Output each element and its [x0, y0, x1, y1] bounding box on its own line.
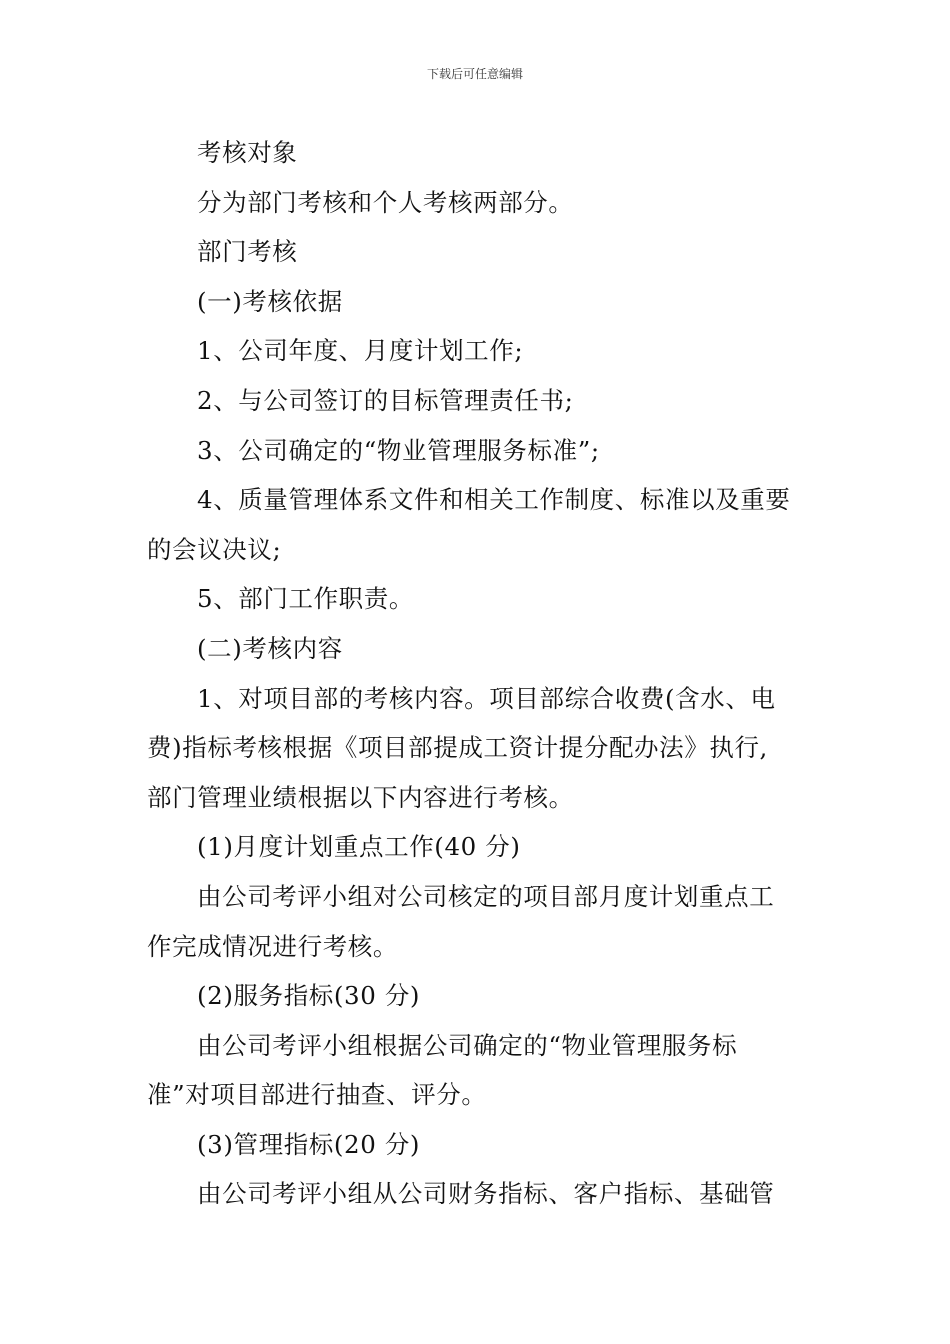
paragraph-line: 1、对项目部的考核内容。项目部综合收费(含水、电 — [197, 683, 776, 713]
paragraph-line: 3、公司确定的“物业管理服务标准”; — [197, 435, 600, 465]
paragraph-line: 部门管理业绩根据以下内容进行考核。 — [147, 782, 574, 812]
paragraph-line: 的会议决议; — [147, 534, 282, 564]
document-body — [147, 128, 812, 1219]
paragraph-line: 由公司考评小组根据公司确定的“物业管理服务标 — [197, 1030, 738, 1060]
paragraph-line: (二)考核内容 — [197, 633, 343, 663]
paragraph-line: (2)服务指标(30 分) — [197, 981, 421, 1011]
paragraph-line: 由公司考评小组从公司财务指标、客户指标、基础管 — [197, 1179, 775, 1209]
paragraph-line: 4、质量管理体系文件和相关工作制度、标准以及重要 — [197, 485, 791, 515]
paragraph-line: 由公司考评小组对公司核定的项目部月度计划重点工 — [197, 881, 775, 911]
paragraph-line: 部门考核 — [197, 237, 298, 267]
paragraph-line: 准”对项目部进行抽查、评分。 — [147, 1080, 487, 1110]
paragraph-line: 费)指标考核根据《项目部提成工资计提分配办法》执行, — [147, 733, 768, 763]
paragraph-line: (3)管理指标(20 分) — [197, 1129, 421, 1159]
paragraph-line: 考核对象 — [197, 138, 298, 167]
paragraph-line: (1)月度计划重点工作(40 分) — [197, 832, 521, 862]
paragraph-line: (一)考核依据 — [197, 286, 343, 316]
paragraph-line: 2、与公司签订的目标管理责任书; — [197, 385, 574, 415]
paragraph-line: 1、公司年度、月度计划工作; — [197, 336, 524, 366]
paragraph-line: 分为部门考核和个人考核两部分。 — [197, 187, 574, 217]
paragraph-line: 5、部门工作职责。 — [197, 584, 414, 614]
page-header: 下载后可任意编辑 — [426, 67, 523, 81]
paragraph-line: 作完成情况进行考核。 — [147, 931, 398, 961]
